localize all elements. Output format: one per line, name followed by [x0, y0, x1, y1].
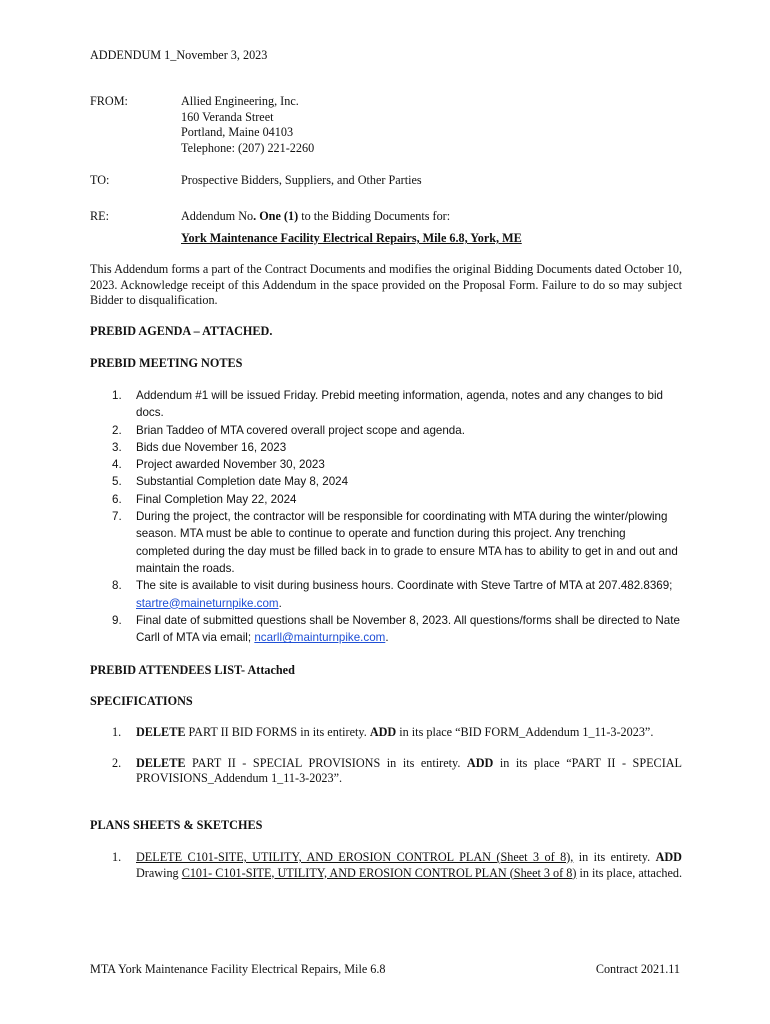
list-item: 1. Addendum #1 will be issued Friday. Prebid meeting information, agenda, notes and any changes to bid docs.	[112, 389, 663, 420]
list-item: 1. DELETE PART II BID FORMS in its entirety. ADD in its place “BID FORM_Addendum 1_11-3-2023”.	[112, 725, 654, 739]
specifications-list	[90, 725, 682, 787]
re-post: to the Bidding Documents for:	[298, 209, 451, 223]
list-item: 9. Final date of submitted questions shall be November 8, 2023. All questions/forms shall be directed to Nate Carll of MTA via email; ncarll@mainturnpike.com.	[112, 613, 680, 645]
re-label: RE:	[90, 209, 109, 223]
footer-project: MTA York Maintenance Facility Electrical Repairs, Mile 6.8	[90, 962, 386, 976]
notes-heading: PREBID MEETING NOTES	[90, 356, 243, 370]
re-value	[181, 209, 450, 225]
attendees-heading: PREBID ATTENDEES LIST- Attached	[90, 663, 295, 677]
list-item: 2. DELETE PART II - SPECIAL PROVISIONS in its entirety. ADD in its place “PART II - SPECIAL PROVISIONS_Addendum 1_11-3-2023”.	[112, 755, 682, 785]
from-address	[181, 94, 314, 156]
from-line: Portland, Maine 04103	[181, 125, 294, 139]
agenda-heading: PREBID AGENDA – ATTACHED.	[90, 324, 273, 338]
from-line: 160 Veranda Street	[181, 109, 274, 124]
list-item: 4. Project awarded November 30, 2023	[112, 458, 325, 472]
plans-heading: PLANS SHEETS & SKETCHES	[90, 818, 263, 832]
specifications-heading: SPECIFICATIONS	[90, 694, 193, 708]
to-label: TO:	[90, 173, 110, 187]
email-link-startre[interactable]: startre@maineturnpike.com	[136, 596, 279, 610]
footer-contract: Contract 2021.11	[595, 962, 680, 976]
project-title: York Maintenance Facility Electrical Repairs, Mile 6.8, York, ME	[181, 231, 522, 245]
list-item: 1. DELETE C101-SITE, UTILITY, AND EROSION CONTROL PLAN (Sheet 3 of 8), in its entirety. ADD Drawing C101- C101-SITE, UTILITY, AND EROSION CONTROL PLAN (Sheet 3 of 8) in its place, attached.	[112, 850, 683, 880]
from-line: Allied Engineering, Inc.	[181, 94, 299, 108]
from-line: Telephone: (207) 221-2260	[181, 140, 315, 155]
intro-paragraph: This Addendum forms a part of the Contract Documents and modifies the original Bidding Documents dated October 10, 2023. Acknowledge receipt of this Addendum in the space provided on the Proposal Form. Failure to do so may subject Bidder to disqualification.	[90, 262, 682, 307]
to-value: Prospective Bidders, Suppliers, and Other Parties	[181, 173, 422, 187]
list-item: 6. Final Completion May 22, 2024	[112, 492, 297, 506]
list-item: 8. The site is available to visit during business hours. Coordinate with Steve Tartre of MTA at 207.482.8369; startre@maineturnpike.com.	[112, 579, 673, 610]
from-label: FROM:	[90, 94, 128, 108]
addendum-header: ADDENDUM 1_November 3, 2023	[90, 48, 268, 62]
re-bold: . One (1)	[253, 209, 299, 223]
list-item: 7. During the project, the contractor will be responsible for coordinating with MTA during the winter/plowing season. MTA must be able to continue to operate and function during this project. Any trenching completed during the day must be filled back in to grade to ensure MTA has to ability to get in and out and maintain the roads.	[112, 510, 678, 575]
email-link-ncarll[interactable]: ncarll@mainturnpike.com	[254, 631, 386, 645]
list-item: 5. Substantial Completion date May 8, 2024	[112, 475, 349, 489]
plans-list	[90, 850, 682, 881]
list-item: 2. Brian Taddeo of MTA covered overall project scope and agenda.	[112, 423, 465, 437]
re-pre: Addendum No	[181, 209, 254, 223]
list-item: 3. Bids due November 16, 2023	[112, 440, 287, 454]
meeting-notes-list	[90, 387, 682, 646]
